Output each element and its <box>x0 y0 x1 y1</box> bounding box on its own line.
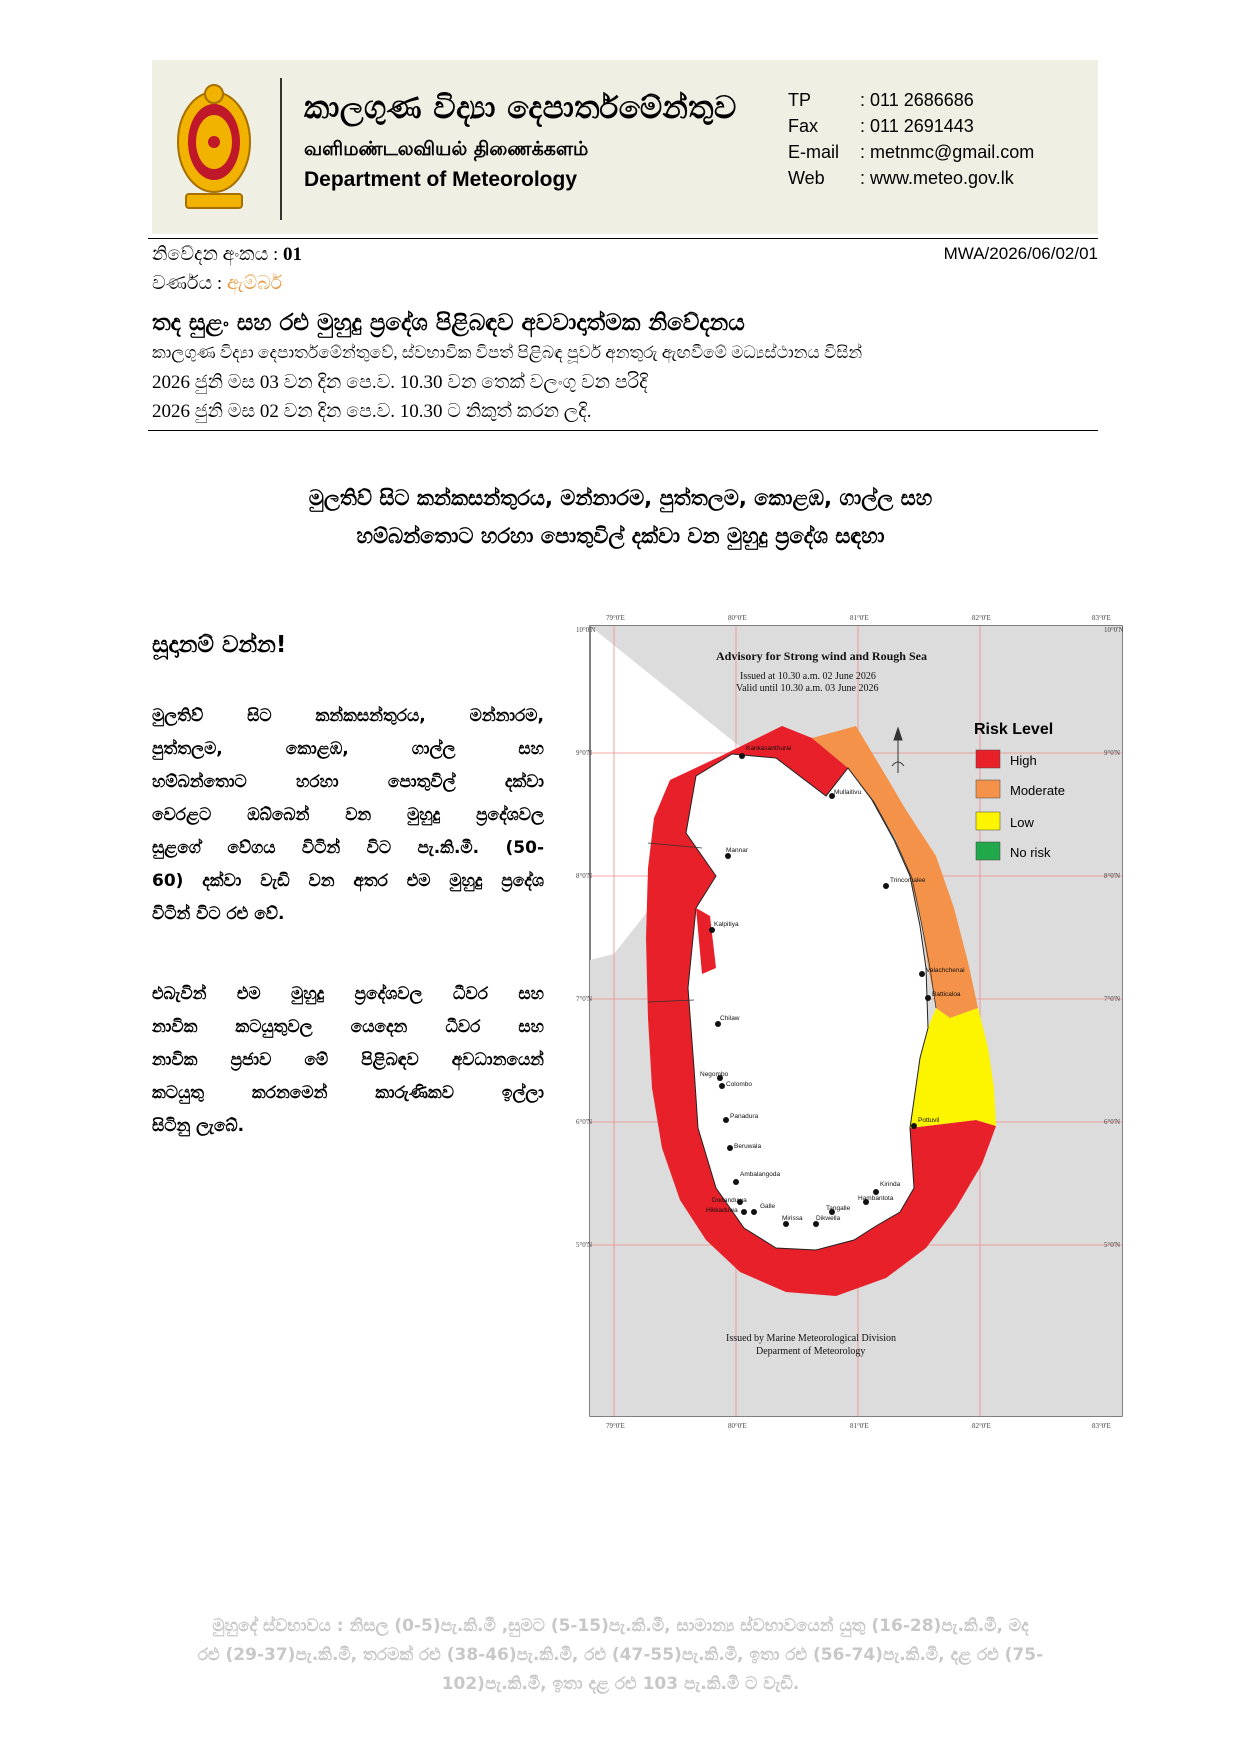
lon-tick-label: 81°0'E <box>850 614 869 622</box>
contact-label: TP <box>788 90 812 110</box>
place-label: Kalpitiya <box>714 921 739 928</box>
place-label: Batticaloa <box>932 991 961 998</box>
sea-state-footnote <box>160 1612 1081 1699</box>
contact-label: E-mail <box>788 142 840 162</box>
lat-tick-label: 9°0'N <box>576 749 593 757</box>
footnote-line: රළු (29-37)පැ.කි.මී, තරමක් රළු (38-46)පැ.කි.මී, රළු (47-55)පැ.කි.මී, ඉතා රළු (56-74)පැ.කි.මී, දළ රළු (75- <box>197 1645 1044 1665</box>
lon-tick-label: 80°0'E <box>728 1422 747 1430</box>
area-heading-line-1: මුලතිව් සිට කන්කසන්තුරය, මන්නාරම, පුත්තලම, කොළඹ, ගාල්ල සහ <box>308 486 933 510</box>
caution-heading: සූදානම් වන්න! <box>152 632 287 658</box>
paragraph-line: නාවික ප්‍රජාව මේ පිළිබඳව අවධානයෙන් <box>152 1050 544 1070</box>
notice-color-value: ඇම්බර් <box>226 273 283 294</box>
paragraph-line: සිටිනු ලැබේ. <box>152 1116 245 1136</box>
place-label: Hikkaduwa <box>706 1207 738 1214</box>
legend-label: Moderate <box>1010 783 1065 798</box>
request-paragraph <box>152 978 544 1143</box>
place-label: Ambalangoda <box>740 1171 781 1178</box>
map-issued: Issued at 10.30 a.m. 02 June 2026 <box>740 671 876 682</box>
lon-tick-label: 82°0'E <box>972 1422 991 1430</box>
lat-tick-label: 9°0'N <box>1104 749 1121 757</box>
paragraph-line: එබැවින් එම මුහුදු ප්‍රදේශවල ධීවර සහ <box>152 984 544 1004</box>
lat-tick-label: 10°0'N <box>1104 626 1124 634</box>
notice-number: 01 <box>283 244 303 265</box>
map-department: Deparment of Meteorology <box>756 1346 866 1357</box>
place-label: Valachchenai <box>926 967 965 974</box>
lon-tick-label: 83°0'E <box>1092 614 1111 622</box>
place-label: Trincomalee <box>890 877 926 884</box>
place-label: Kirinda <box>880 1181 901 1188</box>
legend-label: Low <box>1010 815 1034 830</box>
notice-number-label: නිවේදන අංකය : <box>152 244 279 265</box>
lon-tick-label: 80°0'E <box>728 614 747 622</box>
meta-rule <box>148 430 1098 431</box>
paragraph-line: විටින් විට රළු වේ. <box>152 904 285 924</box>
map-title: Advisory for Strong wind and Rough Sea <box>716 649 927 663</box>
lat-tick-label: 5°0'N <box>576 1241 593 1249</box>
notice-color-row <box>152 273 282 295</box>
notice-title: තද සුළං සහ රළු මුහුදු ප්‍රදේශ පිළිබඳව අවවාදාත්මක නිවේදනය <box>152 310 745 336</box>
paragraph-line: 60) දක්වා වැඩි වන අතර එම මුහුදු ප්‍රදේශ <box>152 871 544 891</box>
letterhead <box>152 60 1098 234</box>
paragraph-line: පුත්තලම, කොළඹ, ගාල්ල සහ <box>152 739 544 759</box>
lat-tick-label: 8°0'N <box>576 872 593 880</box>
notice-reference: MWA/2026/06/02/01 <box>943 244 1098 263</box>
notice-issued-line: 2026 ජුනි මස 02 වන දින පෙ.ව. 10.30 ට නිකුත් කරන ලදි. <box>152 401 592 422</box>
lat-tick-label: 8°0'N <box>1104 872 1121 880</box>
legend-label: No risk <box>1010 845 1051 860</box>
footnote-line: මුහුදේ ස්වභාවය : නිසල (0-5)පැ.කි.මී ,සුමට (5-15)පැ.කි.මී, සාමාන්‍ය ස්වභාවයෙන් යුතු (16-28)පැ.කි.මී, මද <box>212 1616 1029 1636</box>
place-label: Galle <box>760 1203 776 1210</box>
lat-tick-label: 7°0'N <box>576 995 593 1003</box>
notice-valid-line: 2026 ජුනි මස 03 වන දින පෙ.ව. 10.30 වන තෙක් වලංගු වන පරිදි <box>152 372 648 393</box>
notice-issuer-line: කාලගුණ විද්‍යා දෙපාර්තමේන්තුවේ, ස්වභාවික විපත් පිළිබඳ පූර්ව අනතුරු ඇඟවීමේ මධ්‍යස්ථානය විසින් <box>152 343 863 362</box>
legend-swatch-no-risk <box>976 842 1000 860</box>
legend-label: High <box>1010 753 1037 768</box>
paragraph-line: මුලතිව් සිට කන්කසන්තුරය, මන්නාරම, <box>152 706 544 726</box>
risk-map <box>576 608 1136 1434</box>
legend-swatch-low <box>976 812 1000 830</box>
paragraph-line: වෙරළට ඔබ්බෙන් වන මුහුදු ප්‍රදේශවල <box>152 805 544 825</box>
lon-tick-label: 79°0'E <box>606 1422 625 1430</box>
place-label: Dodanduwa <box>712 1197 747 1204</box>
place-label: Beruwala <box>734 1143 762 1150</box>
paragraph-line: හම්බන්තොට හරහා පොතුවිල් දක්වා <box>152 772 544 792</box>
place-label: Negombo <box>700 1071 729 1078</box>
legend-swatch-high <box>976 750 1000 768</box>
place-label: Tangalle <box>826 1205 851 1212</box>
lat-tick-label: 5°0'N <box>1104 1241 1121 1249</box>
legend-title: Risk Level <box>974 721 1054 738</box>
paragraph-line: කටයුතු කරනමෙන් කාරුණිකව ඉල්ලා <box>152 1083 544 1103</box>
place-label: Colombo <box>726 1081 753 1088</box>
place-label: Pottuvil <box>918 1117 940 1124</box>
lon-tick-label: 82°0'E <box>972 614 991 622</box>
place-label: Mullaitivu <box>834 789 862 796</box>
map-valid: Valid until 10.30 a.m. 03 June 2026 <box>736 683 879 694</box>
top-rule <box>148 238 1098 239</box>
contact-label: Web <box>788 168 825 188</box>
lon-tick-label: 81°0'E <box>850 1422 869 1430</box>
org-name-sinhala: කාලගුණ විද්‍යා දෙපාර්තමේන්තුව <box>304 90 737 126</box>
legend-swatch-moderate <box>976 780 1000 798</box>
org-name-tamil: வளிமண்டலவியல் திணைக்களம் <box>304 138 589 160</box>
place-label: Panadura <box>730 1113 759 1120</box>
contact-phone: : 011 2686686 <box>860 90 974 110</box>
contact-email[interactable]: : metnmc@gmail.com <box>860 142 1035 162</box>
area-heading-line-2: හම්බන්තොට හරහා පොතුවිල් දක්වා වන මුහුදු ප්‍රදේශ සඳහා <box>356 524 885 548</box>
lat-tick-label: 7°0'N <box>1104 995 1121 1003</box>
contact-label: Fax <box>788 116 819 136</box>
paragraph-line: සුළගේ වේගය විටින් විට පැ.කි.මී. (50- <box>152 838 544 858</box>
lat-tick-label: 10°0'N <box>576 626 596 634</box>
place-label: Hambantota <box>858 1195 894 1202</box>
place-label: Chilaw <box>720 1015 740 1022</box>
notice-number-row <box>152 244 302 266</box>
lat-tick-label: 6°0'N <box>1104 1118 1121 1126</box>
paragraph-line: නාවික කටයුතුවල යෙදෙන ධීවර සහ <box>152 1017 544 1037</box>
footnote-line: 102)පැ.කි.මී, ඉතා දළ රළු 103 පැ.කි.මී ට වැඩි. <box>441 1674 800 1694</box>
contact-website[interactable]: : www.meteo.gov.lk <box>860 168 1014 188</box>
map-issuer: Issued by Marine Meteorological Division <box>726 1333 896 1344</box>
notice-color-label: වර්ණය : <box>152 273 223 294</box>
lon-tick-label: 79°0'E <box>606 614 625 622</box>
org-name-english: Department of Meteorology <box>304 168 578 191</box>
lat-tick-label: 6°0'N <box>576 1118 593 1126</box>
header-divider <box>280 78 282 220</box>
state-emblem-icon <box>172 82 256 212</box>
contact-fax: : 011 2691443 <box>860 116 974 136</box>
place-label: Mirissa <box>782 1215 803 1222</box>
place-label: Kankasanthurai <box>746 745 792 752</box>
lon-tick-label: 83°0'E <box>1092 1422 1111 1430</box>
place-label: Dikwella <box>816 1215 841 1222</box>
place-label: Mannar <box>726 847 749 854</box>
advisory-paragraph <box>152 700 544 931</box>
